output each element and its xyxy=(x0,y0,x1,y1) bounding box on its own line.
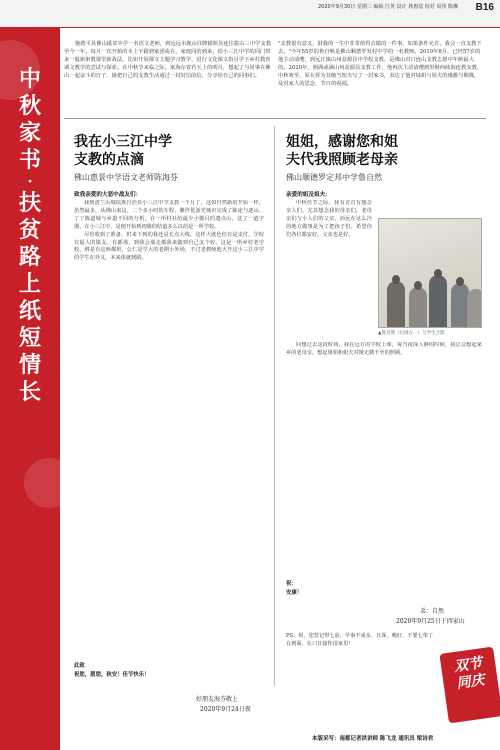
title-char: 上 xyxy=(18,271,41,297)
right-article-body-top xyxy=(286,200,372,335)
title-char: 长 xyxy=(18,379,41,405)
right-article-title-line-1: 姐姐，感谢您和姐 xyxy=(286,134,398,150)
right-article-signature: 弟：自然 xyxy=(420,608,445,615)
intro-right: "支教很有意义，鼓我的一生中非常值得去做的一件事，如果条件允许，我会一直支教下去。"今年55岁的鲁自焕是佛山顺德罗发村中学的一名教师。2019年8月，已经57岁的他主动请缨，到远江镇山州盆源县中学校支教，是佛山对口连山支教志愿中年龄最大的。2020年，刚满或满山州盆源县支教工作，他再次主动请缨到里继西续海连教支教，中秋将至，原在挥为其缩当短夫写了一封家书，表达了他对妹姐与姐夫的感激与期冀，及对家人的思念、节日的祝福。 xyxy=(278,41,483,87)
person-figure xyxy=(387,281,405,327)
left-article-byline: 佛山惠景中学语文老师陈海芬 xyxy=(74,173,178,182)
title-char: 短 xyxy=(18,325,41,351)
festival-stamp xyxy=(439,647,500,724)
intro-left: 驰骋平县佛山援贫中学一名语文老师，到远远市鹿山往牌猫陕县连往拔山三中学支教至今一年。每月一次开始的本上不跟到家团或在，家庭同的到来，给小三江中学的同门带来一股新驱教课堂新战法，比如开展课文主题学习教学，进行文化课文指引学下乡村教育调文教学的尝试与探索。在中秋节来临之际，家海存着若天上的明月，想起了与同事在佛山一起奋斗的日子，她把自己的支教生活通过一封封信的信，分享给自己的同事们。 xyxy=(64,41,271,79)
title-char: 家 xyxy=(18,120,41,146)
left-article-title-line-1: 我在小三江中学 xyxy=(74,134,172,150)
left-article-date: 2020年9月24日夜 xyxy=(200,706,251,713)
paragraph: 尽管收到了准备，但来下到的我还是长点大线，这样大就色但有是支付，学校有福人的镇支，有都那，到我会那走都我来做到自己支个校，这是一所乡村老学校，绑是有这师都班，公仁是学大的老期小外场，不过老教师地大开这小三江中学的学生在外又，本来体就到路。 xyxy=(74,231,264,262)
title-separator: · xyxy=(27,174,33,190)
divider xyxy=(64,118,486,119)
left-article-greeting: 致我亲爱的大恶中战友们： xyxy=(74,192,142,198)
section-title xyxy=(12,66,48,406)
stamp-text: 双节 同庆 xyxy=(453,655,486,692)
title-char: 路 xyxy=(18,244,41,270)
right-article-postscript: PS：姐，您替记得七前，早事不成多，且深，晚好，不要七带了在到面，在口且接你请家里！ xyxy=(286,633,434,647)
title-char: 中 xyxy=(18,66,41,92)
paragraph: 中秋佳节之际，我有首首有想念亲人们，尤其想念我的母亲们，老母亲们与小人们的父亲，而远在这么冷的地方做事是为了把孩子们，希望你们各位都安好，父亲也是好。 xyxy=(286,200,372,238)
left-article-title-line-2: 支教的点滴 xyxy=(74,152,144,168)
left-article-closing: 此致 祝您，愿您，秋安！佳节快乐！ xyxy=(74,663,150,678)
person-head xyxy=(392,275,400,284)
title-char: 书 xyxy=(18,147,41,173)
person-figure xyxy=(409,287,427,327)
title-char: 情 xyxy=(18,352,41,378)
page-number: B16 xyxy=(475,2,494,13)
issue-meta: 2020年9月30日 星期三 编辑 江英 设计 林惠瑶 校对 周伟 陈琳 xyxy=(318,4,458,10)
section-sidebar xyxy=(0,28,60,750)
person-head xyxy=(414,281,422,290)
right-article-body-bottom xyxy=(286,342,482,574)
title-char: 贫 xyxy=(18,217,41,243)
person-head xyxy=(456,277,464,286)
person-figure xyxy=(429,275,447,327)
title-char: 扶 xyxy=(18,190,41,216)
person-head xyxy=(434,269,442,278)
decorative-circle xyxy=(24,458,60,508)
paragraph: 我到清兰山城瑶族自治县小三江中学支教一个月了，这如自然新的开始一样，虽然最多，从佛山来这，二个多小时的车程，繁作优游光城市完成了陈途与逐山。了了陈道城与乡道不同的分析，在一所村社给最少小猫目的遗点山，这了一道字器，在小三江中，是便开始到初级的结道多么以给是一所学校。 xyxy=(74,200,264,230)
right-article-date: 2020年9月25日于四家山 xyxy=(396,618,465,625)
person-figure xyxy=(467,289,482,327)
right-article-title-line-2: 夫代我照顾老母亲 xyxy=(286,152,398,168)
right-article-closing: 祝： 安康！ xyxy=(286,581,303,596)
column-divider xyxy=(274,126,275,686)
photo-caption: ▲鲁自然（后排左一）与学生合影 xyxy=(378,331,445,336)
title-char: 纸 xyxy=(18,298,41,324)
page-header-bar xyxy=(0,0,500,28)
right-article-byline: 佛山顺德罗定邦中学鲁自然 xyxy=(286,173,382,182)
page-credit: 本版采写：南都记者洪讲师 陈飞龙 通讯员 梁诗君 xyxy=(312,736,434,742)
right-article-greeting: 亲爱的姐及姐夫： xyxy=(286,192,331,198)
paragraph: 回想过去这段时间，我在远方的学校上课，每当夜深人静的时候，我总会想起家乡的老母亲，想起姐姐和姐夫对她无微不至的照顾。 xyxy=(286,342,482,356)
left-article-signature: 好朋友海芬敬上 xyxy=(196,696,239,703)
group-photo xyxy=(378,218,482,328)
title-char: 秋 xyxy=(18,93,41,119)
left-article-body xyxy=(74,200,264,655)
